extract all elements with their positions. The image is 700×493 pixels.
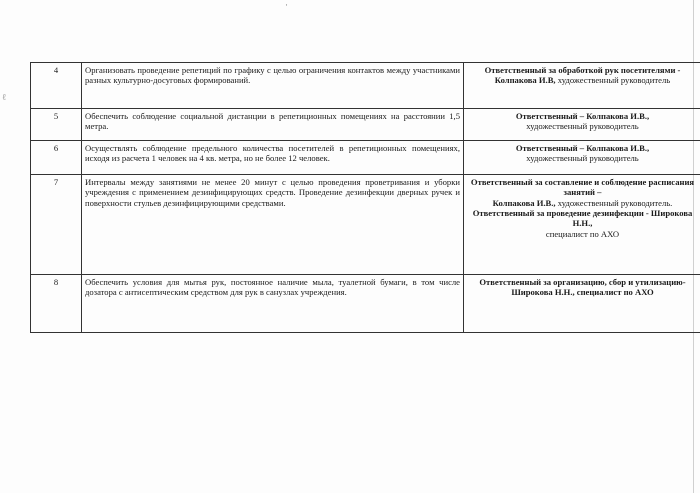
measures-table <box>30 62 700 333</box>
table-row <box>31 175 700 275</box>
responsible-line: Широкова Н.Н., специалист по АХО <box>511 287 654 298</box>
responsible-line: Ответственный – Колпакова И.В., <box>515 143 650 153</box>
responsible-line: Колпакова И.В., художественный руководитель. <box>492 197 673 208</box>
responsible-line: художественный руководитель <box>526 121 639 132</box>
table-row <box>31 109 700 141</box>
table-row <box>31 63 700 109</box>
row-number: 8 <box>31 275 82 333</box>
responsible-cell <box>464 63 700 109</box>
responsible-line: Ответственный за обработкой рук посетителями - <box>484 65 681 75</box>
task-text: Организовать проведение репетиций по графику с целью ограничения контактов между участниками разных культурно-досуговых формирований. <box>82 63 464 109</box>
table-row <box>31 141 700 175</box>
row-number: 6 <box>31 141 82 175</box>
responsible-line: специалист по АХО <box>545 228 620 239</box>
responsible-cell <box>464 275 700 333</box>
row-number: 7 <box>31 175 82 275</box>
task-text: Обеспечить условия для мытья рук, постоянное наличие мыла, туалетной бумаги, в том числе дозатора с антисептическим средством для рук в санузлах учреждения. <box>82 275 464 333</box>
margin-scribble: ℓ <box>2 92 7 102</box>
responsible-line: Ответственный за организацию, сбор и утилизацию- <box>479 277 686 287</box>
responsible-line: Ответственный – Колпакова И.В., <box>515 111 650 121</box>
responsible-line: Ответственный за проведение дезинфекции - Широкова Н.Н., <box>472 207 693 229</box>
task-text: Обеспечить соблюдение социальной дистанции в репетиционных помещениях на расстоянии 1,5 метра. <box>82 109 464 141</box>
scan-speck: · <box>285 0 288 10</box>
table-row <box>31 275 700 333</box>
responsible-line: Колпакова И.В, художественный руководитель <box>494 75 671 86</box>
responsible-line: Ответственный за составление и соблюдение расписания занятий – <box>470 177 695 198</box>
responsible-line: художественный руководитель <box>526 153 639 164</box>
row-number: 4 <box>31 63 82 109</box>
responsible-cell <box>464 109 700 141</box>
task-text: Осуществлять соблюдение предельного количества посетителей в репетиционных помещениях, исходя из расчета 1 человек на 4 кв. метра, но не более 12 человек. <box>82 141 464 175</box>
row-number: 5 <box>31 109 82 141</box>
responsible-cell <box>464 175 700 275</box>
task-text: Интервалы между занятиями не менее 20 минут с целью проведения проветривания и уборки учреждения с применением дезинфицирующих средств. Проведение дезинфекции дверных ручек и поверхности стульев дезинфицирующими средствами. <box>82 175 464 275</box>
responsible-cell <box>464 141 700 175</box>
